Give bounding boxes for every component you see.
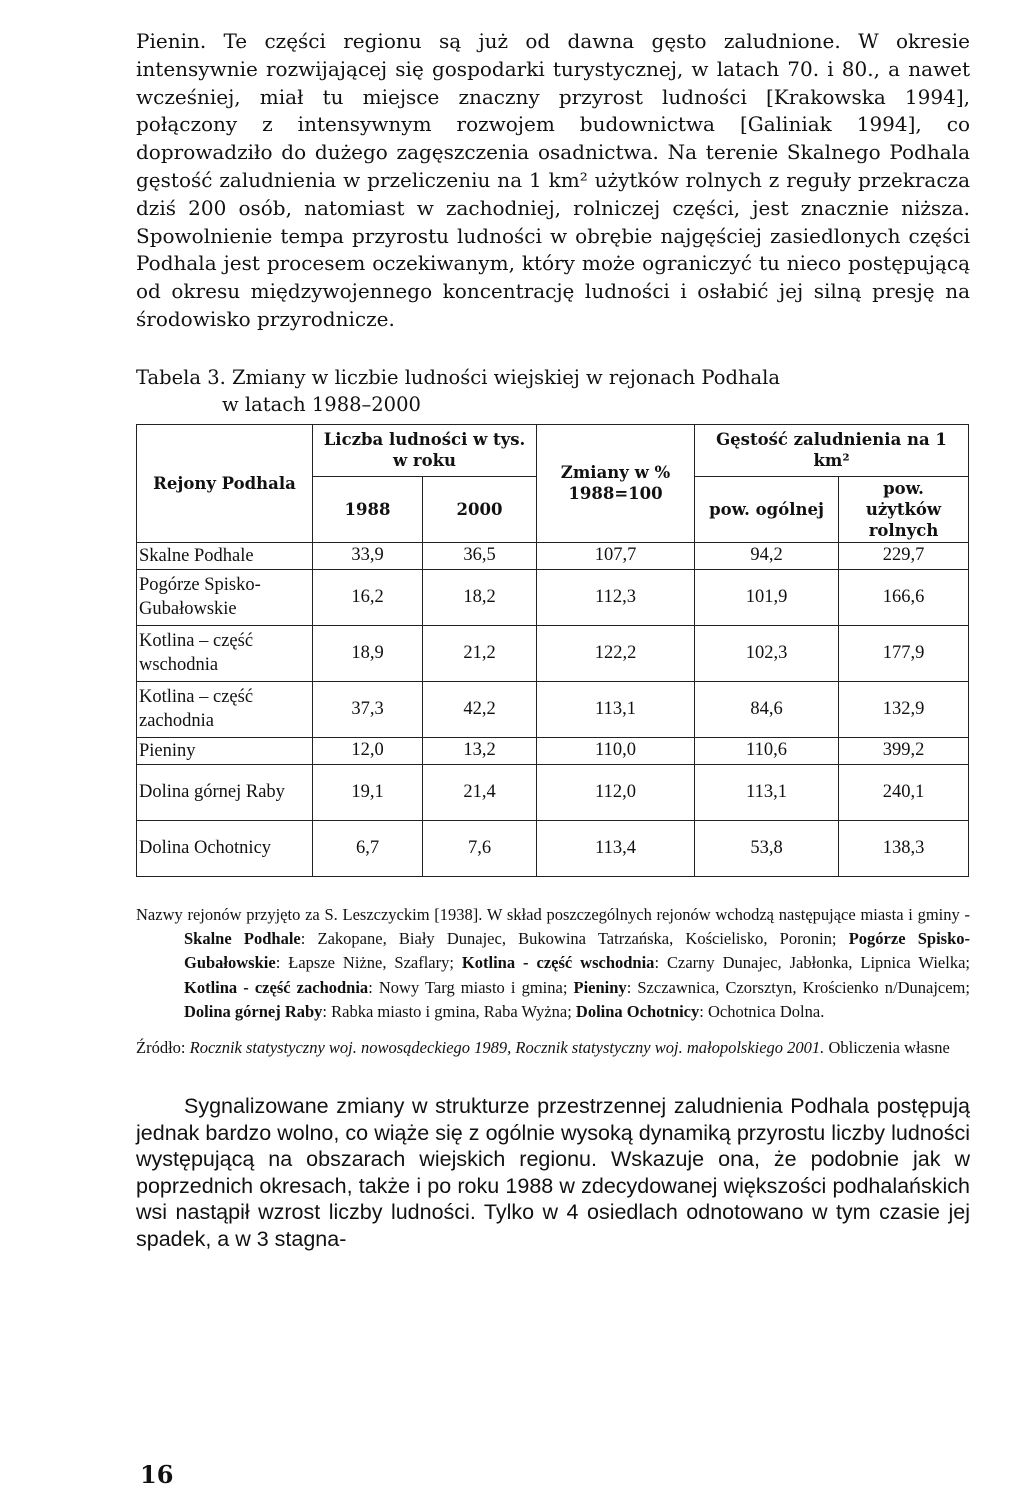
population-1988-cell: 37,3 — [313, 681, 423, 737]
note-region-name: Skalne Podhale — [184, 929, 301, 949]
change-cell: 107,7 — [537, 542, 695, 569]
note-intro: Nazwy rejonów przyjęto za S. Leszczyckim [1938]. W skład poszczególnych rejonów wchodzą następujące miasta i gminy - — [136, 904, 970, 924]
density-farm-cell: 229,7 — [839, 542, 969, 569]
table-body — [137, 542, 969, 876]
table-row — [137, 625, 969, 681]
density-farm-cell: 132,9 — [839, 681, 969, 737]
table-caption-line1: Tabela 3. Zmiany w liczbie ludności wiejskiej w rejonach Podhala — [136, 365, 780, 389]
header-density-farm: pow. użytków rolnych — [839, 476, 969, 542]
note-region-name: Pogórze Spisko-Gubałowskie — [184, 929, 970, 973]
change-cell: 122,2 — [537, 625, 695, 681]
density-total-cell: 102,3 — [695, 625, 839, 681]
population-1988-cell: 33,9 — [313, 542, 423, 569]
table-row — [137, 820, 969, 876]
table-row — [137, 764, 969, 820]
header-density: Gęstość zaludnienia na 1 km² — [695, 424, 969, 476]
region-cell: Kotlina – część wschodnia — [137, 625, 313, 681]
population-1988-cell: 12,0 — [313, 737, 423, 764]
header-year-1988: 1988 — [313, 476, 423, 542]
note-region-name: Kotlina - część wschodnia — [461, 953, 655, 973]
population-2000-cell: 21,2 — [423, 625, 537, 681]
region-cell: Dolina Ochotnicy — [137, 820, 313, 876]
header-population: Liczba ludności w tys. w roku — [313, 424, 537, 476]
density-farm-cell: 240,1 — [839, 764, 969, 820]
density-total-cell: 113,1 — [695, 764, 839, 820]
note-region-towns: Łapsze Niżne, Szaflary — [288, 953, 450, 973]
density-total-cell: 110,6 — [695, 737, 839, 764]
region-cell: Skalne Podhale — [137, 542, 313, 569]
density-farm-cell: 166,6 — [839, 569, 969, 625]
intro-paragraph: Pienin. Te części regionu są już od dawna gęsto zaludnione. W okresie intensywnie rozwijającej się gospodarki turystycznej, w latach 70. i 80., a nawet wcześniej, miał tu miejsce znaczny przyrost ludności [Krakowska 1994], połączony z intensywnym rozwojem budownictwa [Galiniak 1994], co doprowadziło do dużego zagęszczenia osadnictwa. Na terenie Skalnego Podhala gęstość zaludnienia w przeliczeniu na 1 km² użytków rolnych z reguły przekracza dziś 200 osób, natomiast w zachodniej, rolniczej części, jest znacznie niższa. Spowolnienie tempa przyrostu ludności w obrębie najgęściej zasiedlonych części Podhala jest procesem oczekiwanym, który może ograniczyć tu nieco postępującą od okresu międzywojennego koncentrację ludności i osłabić jej silną presję na środowisko przyrodnicze. — [136, 29, 970, 331]
source-references: Rocznik statystyczny woj. nowosądeckiego 1989, Rocznik statystyczny woj. małopolskiego 2001. — [189, 1038, 825, 1058]
population-2000-cell: 21,4 — [423, 764, 537, 820]
note-region-name: Kotlina - część zachodnia — [184, 977, 369, 997]
note-items: Skalne Podhale: Zakopane, Biały Dunajec, Bukowina Tatrzańska, Kościelisko, Poronin; Pogórze Spisko-Gubałowskie: Łapsze Niżne, Szaflary; Kotlina - część wschodnia: Czarny Dunajec, Jabłonka, Lipnica Wielka; Kotlina - część zachodnia: Nowy Targ miasto i gmina; Pieniny: Szczawnica, Czorsztyn, Krościenko n/Dunajcem; Dolina górnej Raby: Rabka miasto i gmina, Raba Wyżna; Dolina Ochotnicy: Ochotnica Dolna. — [184, 929, 970, 1021]
closing-paragraph: Sygnalizowane zmiany w strukturze przestrzennej zaludnienia Podhala postępują jednak bardzo wolno, co wiąże się z ogólnie wysoką dynamiką przyrostu liczby ludności występującą na obszarach wiejskich regionu. Wskazuje ona, że podobnie jak w poprzednich okresach, także i po roku 1988 w zdecydowanej większości podhalańskich wsi nastąpił wzrost liczby ludności. Tylko w 4 osiedlach odnotowano w tym czasie jej spadek, a w 3 stagna- — [136, 1094, 970, 1251]
density-total-cell: 53,8 — [695, 820, 839, 876]
table-row — [137, 569, 969, 625]
density-farm-cell: 177,9 — [839, 625, 969, 681]
region-cell: Pogórze Spisko-Gubałowskie — [137, 569, 313, 625]
header-year-2000: 2000 — [423, 476, 537, 542]
note-region-name: Pieniny — [573, 977, 627, 997]
header-change: Zmiany w % 1988=100 — [537, 424, 695, 542]
density-total-cell: 101,9 — [695, 569, 839, 625]
population-2000-cell: 18,2 — [423, 569, 537, 625]
density-farm-cell: 399,2 — [839, 737, 969, 764]
table-header-row — [137, 424, 969, 476]
density-total-cell: 84,6 — [695, 681, 839, 737]
region-cell: Dolina górnej Raby — [137, 764, 313, 820]
population-1988-cell: 19,1 — [313, 764, 423, 820]
header-region: Rejony Podhala — [137, 424, 313, 542]
table-row — [137, 542, 969, 569]
region-cell: Pieniny — [137, 737, 313, 764]
change-cell: 112,0 — [537, 764, 695, 820]
density-total-cell: 94,2 — [695, 542, 839, 569]
table-caption-line2: w latach 1988–2000 — [222, 392, 421, 416]
header-density-total: pow. ogólnej — [695, 476, 839, 542]
change-cell: 113,1 — [537, 681, 695, 737]
table-caption — [136, 364, 970, 418]
population-2000-cell: 7,6 — [423, 820, 537, 876]
density-farm-cell: 138,3 — [839, 820, 969, 876]
page-content — [136, 28, 970, 1252]
source-tail: Obliczenia własne — [824, 1038, 950, 1058]
page-number: 16 — [140, 1460, 174, 1489]
source-label: Źródło: — [136, 1038, 190, 1058]
population-1988-cell: 18,9 — [313, 625, 423, 681]
population-2000-cell: 13,2 — [423, 737, 537, 764]
change-cell: 110,0 — [537, 737, 695, 764]
table-row — [137, 681, 969, 737]
population-table — [136, 424, 969, 877]
table-note — [136, 903, 970, 1024]
note-region-towns: Ochotnica Dolna — [707, 1001, 821, 1021]
source-note — [136, 1036, 970, 1059]
population-2000-cell: 42,2 — [423, 681, 537, 737]
note-region-name: Dolina Ochotnicy — [575, 1001, 700, 1021]
note-region-towns: Szczawnica, Czorsztyn, Krościenko n/Dunajcem — [637, 977, 966, 997]
table-row — [137, 737, 969, 764]
population-2000-cell: 36,5 — [423, 542, 537, 569]
note-region-towns: Rabka miasto i gmina, Raba Wyżna — [331, 1001, 568, 1021]
note-region-towns: Nowy Targ miasto i gmina — [378, 977, 563, 997]
note-region-towns: Czarny Dunajec, Jabłonka, Lipnica Wielka — [666, 953, 966, 973]
population-1988-cell: 16,2 — [313, 569, 423, 625]
population-1988-cell: 6,7 — [313, 820, 423, 876]
region-cell: Kotlina – część zachodnia — [137, 681, 313, 737]
change-cell: 112,3 — [537, 569, 695, 625]
change-cell: 113,4 — [537, 820, 695, 876]
note-region-name: Dolina górnej Raby — [184, 1001, 323, 1021]
note-region-towns: Zakopane, Biały Dunajec, Bukowina Tatrzańska, Kościelisko, Poronin — [317, 929, 832, 949]
